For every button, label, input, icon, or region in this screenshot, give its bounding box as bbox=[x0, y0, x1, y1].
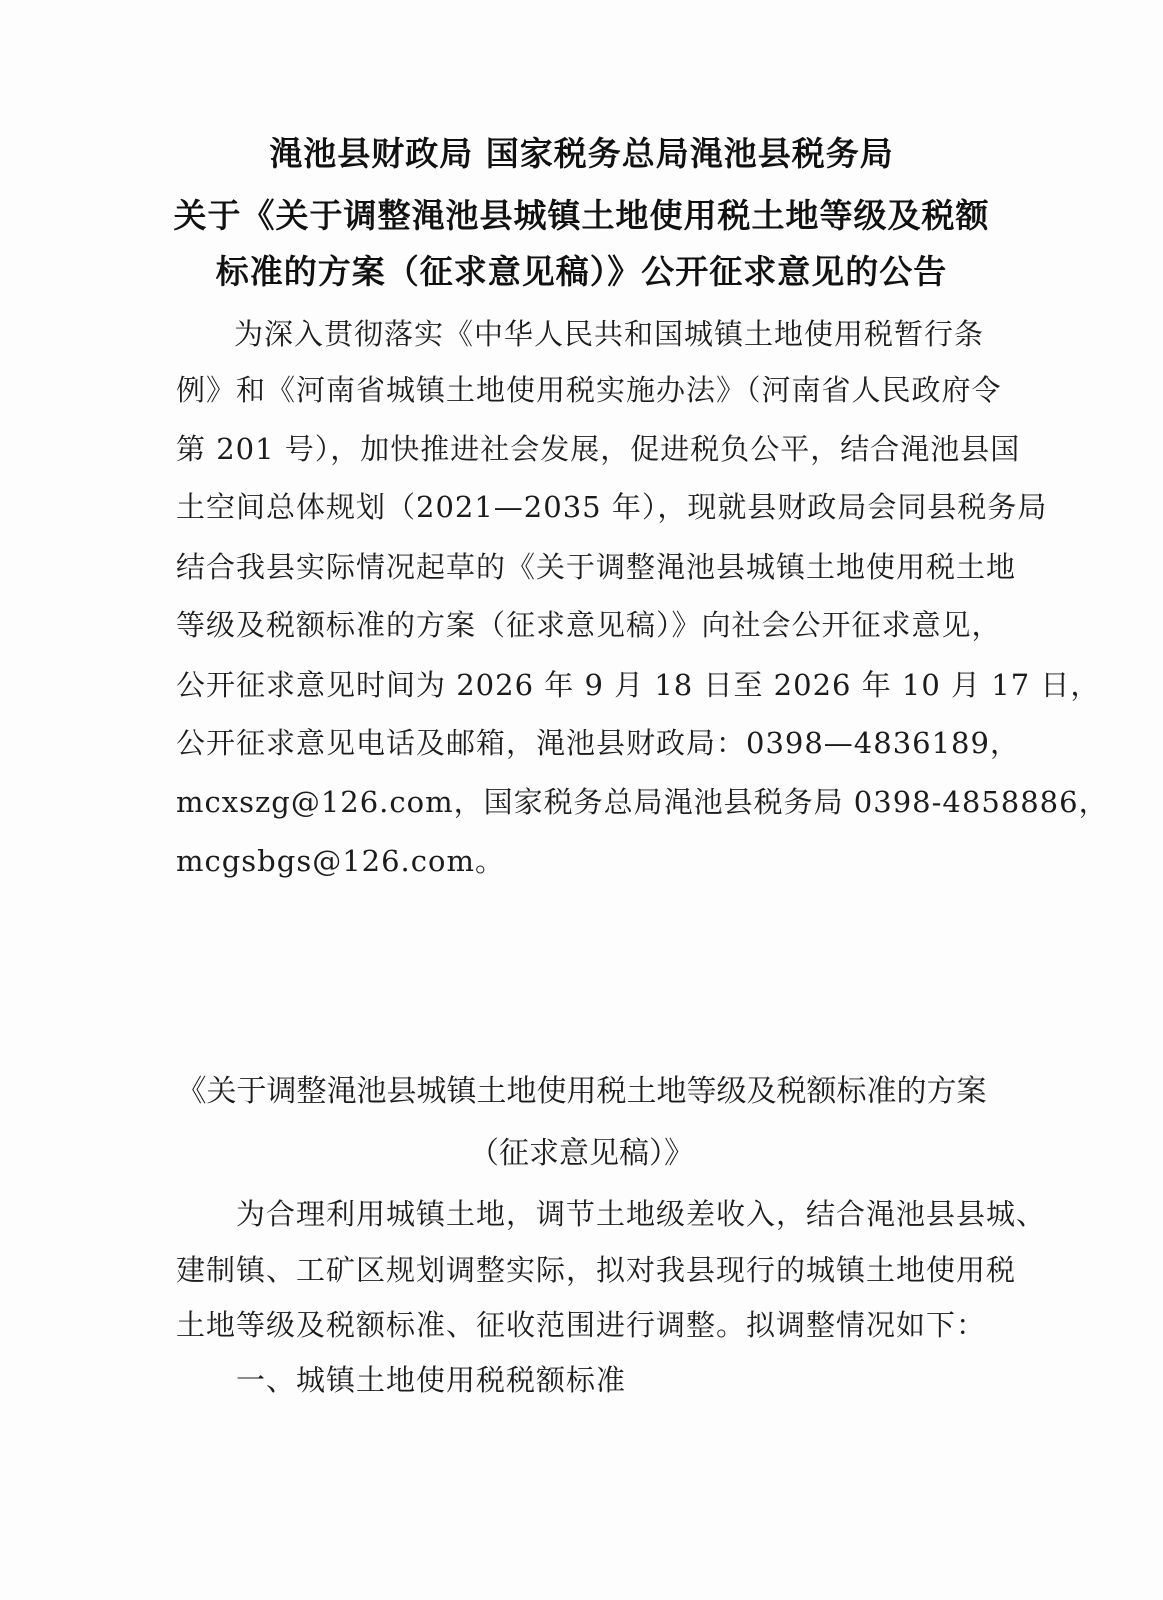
notice-title-line-3: 标准的方案（征求意见稿）》公开征求意见的公告 bbox=[215, 252, 948, 291]
plan-section-heading: 一、城镇土地使用税税额标准 bbox=[236, 1363, 627, 1397]
plan-paragraph-line: 建制镇、工矿区规划调整实际，拟对我县现行的城镇土地使用税 bbox=[176, 1253, 1017, 1287]
notice-contact-line: mcxszg@126.com，国家税务总局渑池县税务局 0398-4858886， bbox=[176, 785, 1109, 819]
notice-paragraph-line: 等级及税额标准的方案（征求意见稿）》向社会公开征求意见， bbox=[176, 608, 1002, 642]
notice-paragraph-line: 土空间总体规划（2021—2035 年），现就县财政局会同县税务局 bbox=[176, 490, 1048, 524]
plan-title-line-2: （征求意见稿）》 bbox=[469, 1136, 694, 1171]
notice-paragraph-line: 结合我县实际情况起草的《关于调整渑池县城镇土地使用税土地 bbox=[176, 550, 1017, 584]
plan-paragraph-line: 为合理利用城镇土地，调节土地级差收入，结合渑池县县城、 bbox=[236, 1197, 1047, 1231]
notice-title-line-2: 关于《关于调整渑池县城镇土地使用税土地等级及税额 bbox=[173, 196, 990, 235]
notice-title-line-1: 渑池县财政局 国家税务总局渑池县税务局 bbox=[269, 134, 894, 173]
notice-paragraph-line: 例》和《河南省城镇土地使用税实施办法》（河南省人民政府令 bbox=[176, 373, 1002, 407]
plan-paragraph-line: 土地等级及税额标准、征收范围进行调整。拟调整情况如下： bbox=[176, 1308, 987, 1342]
notice-paragraph-line: 为深入贯彻落实《中华人民共和国城镇土地使用税暂行条 bbox=[234, 317, 985, 351]
notice-contact-line: 公开征求意见电话及邮箱，渑池县财政局：0398—4836189， bbox=[176, 726, 1020, 760]
notice-contact-line: mcgsbgs@126.com。 bbox=[176, 844, 505, 878]
notice-paragraph-line: 公开征求意见时间为 2026 年 9 月 18 日至 2026 年 10 月 17 日， bbox=[176, 668, 1101, 702]
notice-paragraph-line: 第 201 号），加快推进社会发展，促进税负公平，结合渑池县国 bbox=[176, 432, 1021, 466]
plan-title-line-1: 《关于调整渑池县城镇土地使用税土地等级及税额标准的方案 bbox=[176, 1074, 987, 1109]
